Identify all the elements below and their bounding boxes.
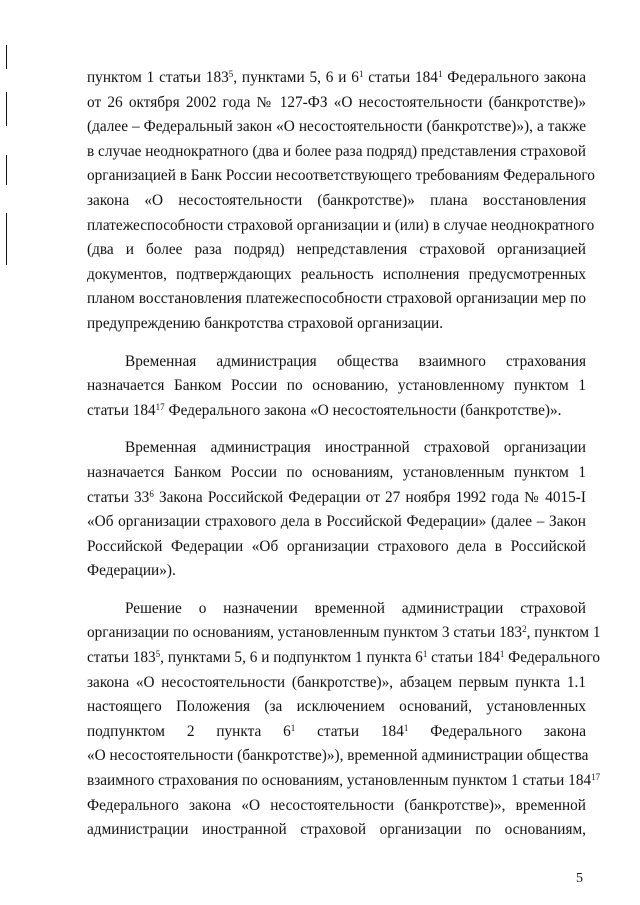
text-line: администрации иностранной страховой организации по основаниям, bbox=[87, 821, 586, 839]
text-line: статьи $183^5$, пунктами 5, 6 и подпунктом 1 пункта $6^1$ статьи $184^1$ Федерального bbox=[87, 649, 600, 667]
text-line: организацией в Банк России несоответствующего требованиям Федерального bbox=[87, 167, 595, 185]
text-line: назначается Банком России по основаниям, установленным пунктом 1 bbox=[87, 463, 586, 481]
page-number: 5 bbox=[576, 871, 583, 886]
text-line: настоящего Положения (за исключением оснований, установленных bbox=[87, 698, 586, 716]
text-line: планом восстановления платежеспособности страховой организации мер по bbox=[87, 290, 586, 308]
left-margin-mark bbox=[6, 213, 7, 265]
text-line: закона «О несостоятельности (банкротстве)», абзацем первым пункта 1.1 bbox=[87, 673, 586, 691]
text-line: Решение о назначении временной администрации страховой bbox=[125, 599, 586, 617]
text-line: (далее – Федеральный закон «О несостоятельности (банкротстве)»), а также bbox=[87, 118, 586, 136]
paragraph-appointment-decision bbox=[87, 597, 601, 843]
text-line: платежеспособности страховой организации и (или) в случае неоднократного bbox=[87, 216, 595, 234]
text-line: организации по основаниям, установленным пунктом 3 статьи $183^2$, пунктом 1 bbox=[87, 624, 601, 642]
text-line: Федерации»). bbox=[87, 562, 176, 580]
text-line: предупреждению банкротства страховой организации. bbox=[87, 314, 444, 332]
text-line: документов, подтверждающих реальность исполнения предусмотренных bbox=[87, 265, 586, 283]
text-line: статьи $33^6$ Закона Российской Федерации от 27 ноября 1992 года № 4015-I bbox=[87, 488, 586, 506]
text-line: взаимного страхования по основаниям, установленным пунктом 1 статьи $184^{17}$ bbox=[87, 772, 601, 790]
document-body bbox=[87, 66, 601, 843]
text-line: Федерального закона «О несостоятельности (банкротстве)», временной bbox=[87, 796, 586, 814]
text-line: закона «О несостоятельности (банкротстве)» плана восстановления bbox=[87, 191, 586, 209]
text-line: от 26 октября 2002 года № 127-ФЗ «О несостоятельности (банкротстве)» bbox=[87, 93, 586, 111]
text-line: Временная администрация общества взаимного страхования bbox=[125, 352, 586, 370]
text-line: Российской Федерации «Об организации страхового дела в Российской bbox=[87, 537, 586, 555]
paragraph-mutual-insurance bbox=[87, 350, 586, 424]
left-margin-mark bbox=[6, 92, 7, 126]
text-line: пунктом 1 статьи $183^5$, пунктами 5, 6 и $6^1$ статьи $184^1$ Федерального закона bbox=[87, 69, 586, 86]
text-line: «Об организации страхового дела в Российской Федерации» (далее – Закон bbox=[87, 513, 586, 531]
text-line: в случае неоднократного (два и более раза подряд) представления страховой bbox=[87, 142, 586, 160]
paragraph-foreign-insurer bbox=[87, 436, 586, 584]
paragraph-continuation bbox=[87, 66, 595, 337]
text-line: подпунктом 2 пункта $6^1$ статьи $184^1$ Федерального закона bbox=[87, 722, 586, 740]
text-line: назначается Банком России по основанию, установленному пунктом 1 bbox=[87, 377, 586, 395]
text-line: (два и более раза подряд) непредставления страховой организацией bbox=[87, 241, 586, 259]
text-line: статьи $184^{17}$ Федерального закона «О несостоятельности (банкротстве)». bbox=[87, 401, 562, 419]
text-line: Временная администрация иностранной страховой организации bbox=[125, 439, 586, 457]
text-line: «О несостоятельности (банкротстве)»), временной администрации общества bbox=[87, 747, 589, 765]
left-margin-mark bbox=[6, 155, 7, 185]
left-margin-mark bbox=[6, 45, 7, 69]
